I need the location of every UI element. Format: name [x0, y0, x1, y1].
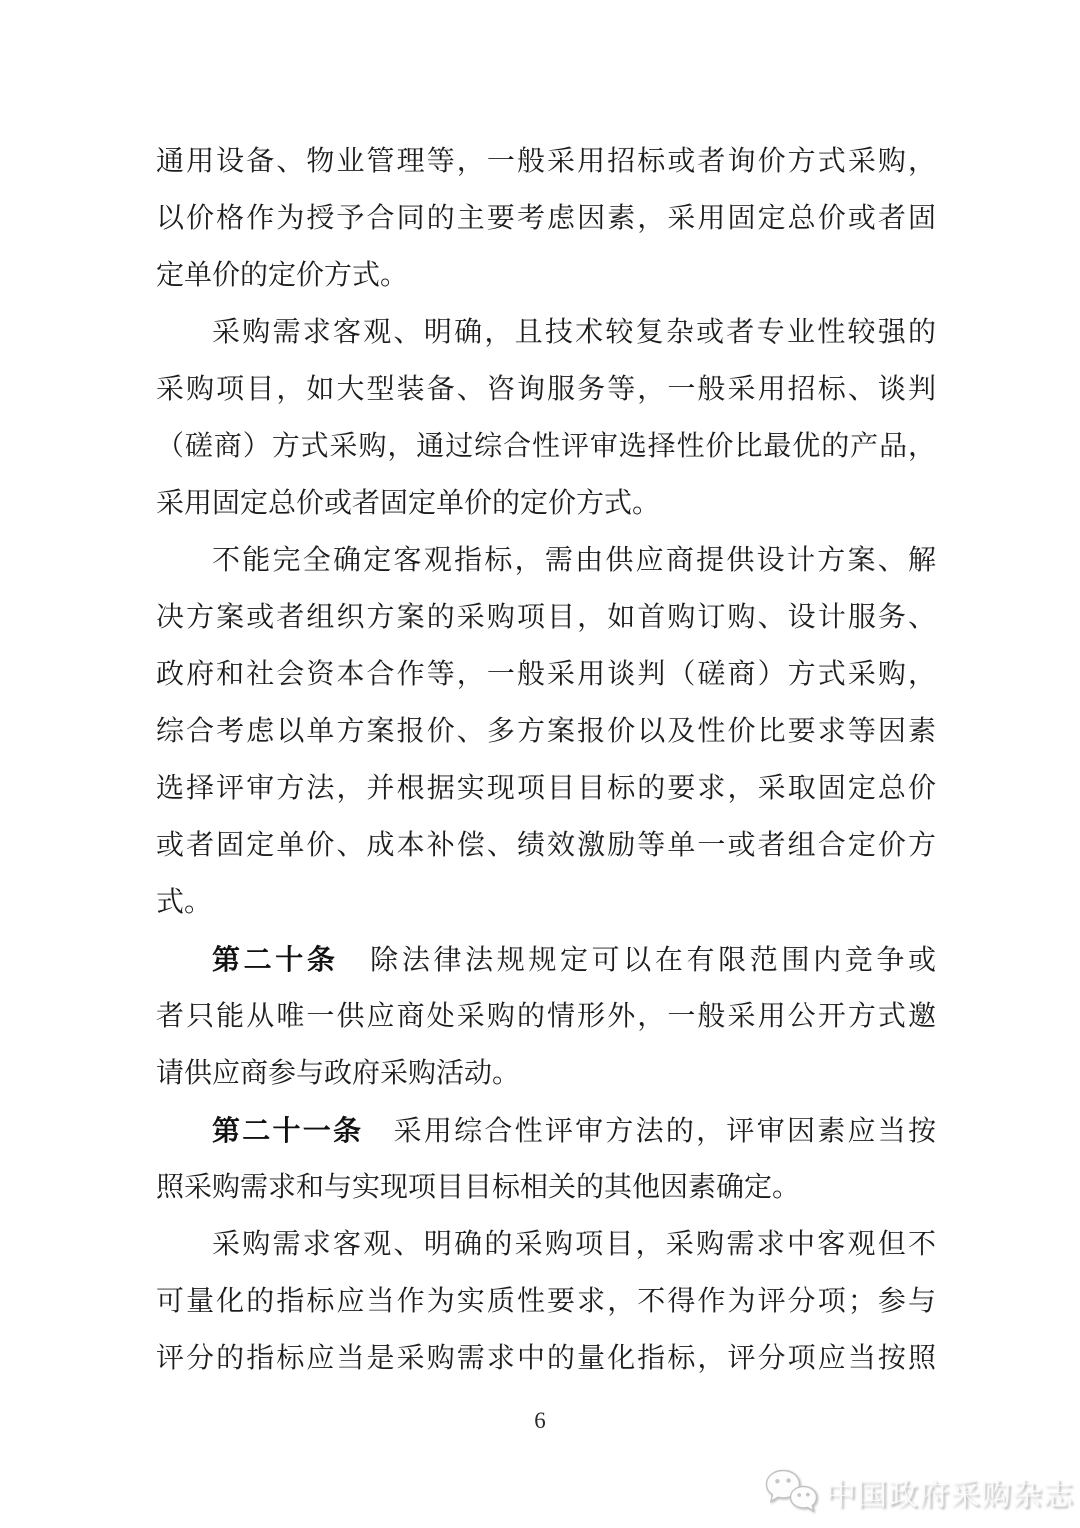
- text-line: [156, 304, 936, 361]
- text-line: [156, 1273, 936, 1330]
- text-line: [156, 133, 936, 190]
- text-line: [156, 1102, 936, 1159]
- text-segment: 采购项目，如大型装备、咨询服务等，一般采用招标、谈判: [156, 374, 936, 405]
- text-line: [156, 988, 936, 1045]
- text-segment: 除法律法规规定可以在有限范围内竞争或: [338, 945, 936, 976]
- text-segment: 定单价的定价方式。: [156, 260, 409, 291]
- text-line: [156, 589, 936, 646]
- text-segment: 通用设备、物业管理等，一般采用招标或者询价方式采购，: [156, 146, 936, 177]
- text-line: [156, 931, 936, 988]
- text-segment: 采用综合性评审方法的，评审因素应当按: [363, 1116, 936, 1147]
- text-segment: 者只能从唯一供应商处采购的情形外，一般采用公开方式邀: [156, 1001, 936, 1032]
- text-segment: 可量化的指标应当作为实质性要求，不得作为评分项；参与: [156, 1286, 936, 1317]
- page-footer: [0, 1408, 1080, 1434]
- text-segment: 采购需求客观、明确，且技术较复杂或者专业性较强的: [212, 317, 936, 348]
- wechat-icon: [762, 1468, 820, 1516]
- text-line: [156, 760, 936, 817]
- document-body: [156, 133, 936, 1387]
- text-segment: 请供应商参与政府采购活动。: [156, 1058, 521, 1089]
- text-segment: 政府和社会资本合作等，一般采用谈判（磋商）方式采购，: [156, 659, 936, 690]
- article-number: 第二十一条: [212, 1115, 364, 1146]
- paragraph: [156, 304, 936, 532]
- text-line: [156, 247, 936, 304]
- text-line: [156, 1216, 936, 1273]
- text-segment: 照采购需求和与实现项目目标相关的其他因素确定。: [156, 1172, 801, 1203]
- text-segment: 选择评审方法，并根据实现项目目标的要求，采取固定总价: [156, 773, 936, 804]
- text-line: [156, 418, 936, 475]
- text-segment: 采用固定总价或者固定单价的定价方式。: [156, 488, 661, 519]
- text-segment: 采购需求客观、明确的采购项目，采购需求中客观但不: [212, 1229, 936, 1260]
- text-segment: 或者固定单价、成本补偿、绩效激励等单一或者组合定价方: [156, 830, 936, 861]
- text-line: [156, 703, 936, 760]
- publisher-watermark: [762, 1468, 1074, 1516]
- text-line: [156, 1159, 936, 1216]
- text-segment: 式。: [156, 887, 213, 918]
- text-segment: 评分的指标应当是采购需求中的量化指标，评分项应当按照: [156, 1343, 936, 1374]
- text-line: [156, 874, 936, 931]
- text-line: [156, 361, 936, 418]
- text-line: [156, 1330, 936, 1387]
- text-segment: 以价格作为授予合同的主要考虑因素，采用固定总价或者固: [156, 203, 936, 234]
- text-line: [156, 190, 936, 247]
- page-number: 6: [534, 1408, 546, 1433]
- paragraph: [156, 931, 936, 1102]
- text-line: [156, 532, 936, 589]
- text-segment: 综合考虑以单方案报价、多方案报价以及性价比要求等因素: [156, 716, 936, 747]
- text-segment: 不能完全确定客观指标，需由供应商提供设计方案、解: [212, 545, 936, 576]
- text-segment: 决方案或者组织方案的采购项目，如首购订购、设计服务、: [156, 602, 936, 633]
- watermark-text: 中国政府采购杂志: [826, 1479, 1074, 1512]
- text-line: [156, 817, 936, 874]
- text-segment: （磋商）方式采购，通过综合性评审选择性价比最优的产品，: [156, 431, 936, 462]
- paragraph: [156, 133, 936, 304]
- paragraph: [156, 1102, 936, 1216]
- text-line: [156, 646, 936, 703]
- paragraph: [156, 532, 936, 931]
- text-line: [156, 475, 936, 532]
- paragraph: [156, 1216, 936, 1387]
- text-line: [156, 1045, 936, 1102]
- article-number: 第二十条: [212, 944, 339, 975]
